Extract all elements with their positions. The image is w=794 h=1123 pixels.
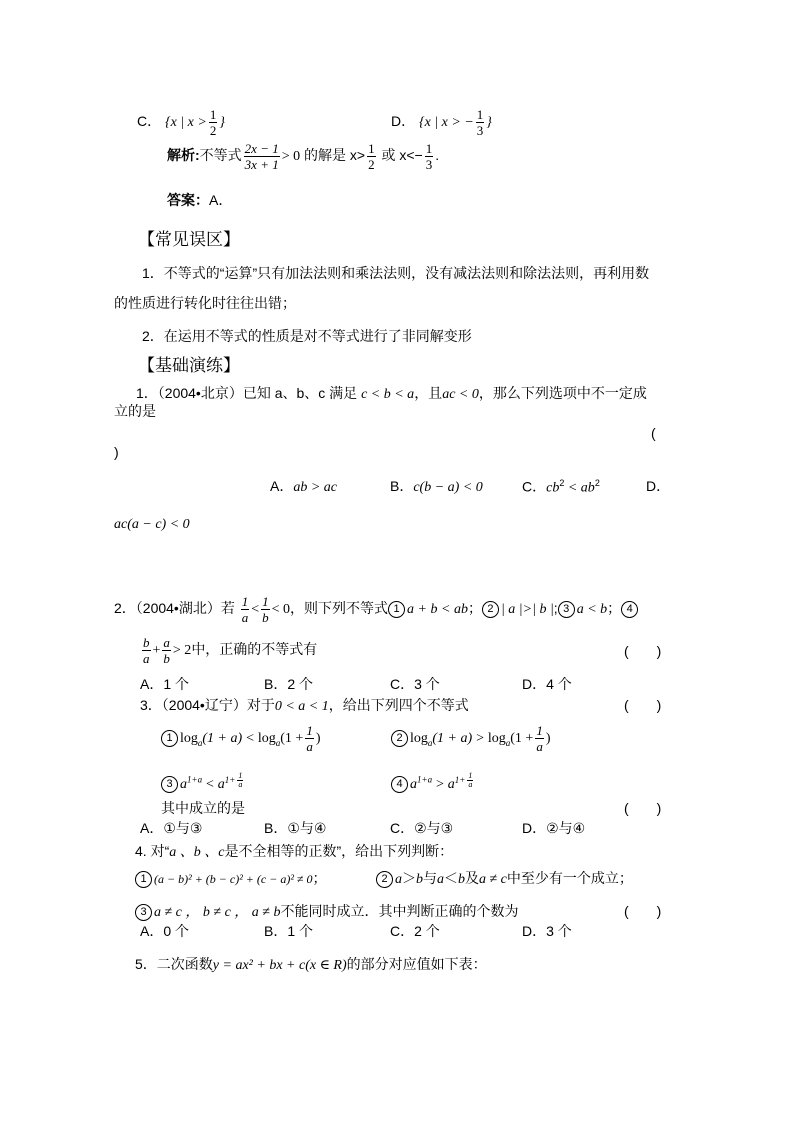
math-expression: {x | x > − bbox=[419, 115, 474, 131]
question-3-line-1 bbox=[140, 697, 469, 716]
math-expression: y = ax² + bx + c(x ∈ R) bbox=[212, 958, 347, 973]
math-expression: + bbox=[152, 643, 161, 659]
option-b: B．2 个 bbox=[264, 676, 314, 692]
period: . bbox=[435, 147, 440, 164]
math-expression: a ≠ c ， b ≠ c ， a ≠ b bbox=[154, 905, 281, 920]
math-expression: < bbox=[246, 731, 254, 747]
math-expression: ac < 0 bbox=[442, 387, 479, 402]
statement: | a |>| b | bbox=[500, 602, 554, 618]
option-a: A．①与③ bbox=[140, 820, 203, 836]
fraction: $\frac{1}{3}$ bbox=[476, 107, 484, 138]
math-expression: ) bbox=[545, 731, 551, 747]
question-text: ，且 bbox=[414, 385, 443, 401]
power-base: a bbox=[410, 777, 417, 793]
judgement-3 bbox=[135, 903, 518, 922]
answer-label: 答案： bbox=[167, 192, 209, 208]
question-text: 5．二次函数 bbox=[135, 956, 213, 972]
fraction: $\frac{1}{a}$ bbox=[306, 723, 313, 754]
answer-paren: ( ) bbox=[624, 697, 662, 713]
question-text: 不能同时成立．其中判断正确的个数为 bbox=[280, 903, 519, 919]
math-expression: {x | x > bbox=[165, 115, 207, 131]
option-b: B．1 个 bbox=[264, 923, 314, 939]
analysis-line bbox=[167, 141, 439, 172]
option-a: ab > ac bbox=[293, 480, 338, 495]
math-expression: ＜ bbox=[444, 870, 458, 886]
option-label: D． bbox=[391, 113, 416, 130]
error-item-1-line-1: 1．不等式的“运算”只有加法法则和乘法法则，没有减法法则和除法法则，再利用数 bbox=[142, 265, 650, 281]
option-d: D．②与④ bbox=[522, 820, 586, 836]
math-expression: (1 + a) bbox=[202, 731, 243, 747]
answer-line bbox=[167, 192, 232, 209]
question-text: 及 bbox=[465, 870, 479, 886]
option-a: A．1 个 bbox=[140, 676, 190, 692]
error-item-2: 2．在运用不等式的性质是对不等式进行了非同解变形 bbox=[142, 328, 472, 344]
question-1-options bbox=[270, 478, 337, 497]
circled-number: 4 bbox=[621, 601, 638, 618]
analysis-label: 解析: bbox=[167, 147, 200, 164]
math-expression: (1 + a) bbox=[432, 731, 473, 747]
answer-paren: ( ) bbox=[624, 800, 662, 816]
math-expression: a ≠ c bbox=[479, 872, 507, 887]
separator: ； bbox=[312, 870, 327, 886]
power-base: a bbox=[180, 777, 187, 793]
section-heading-basic-practice: 【基础演练】 bbox=[138, 356, 240, 375]
circled-number: 2 bbox=[482, 601, 499, 618]
math-expression: > bbox=[476, 731, 484, 747]
math-expression: a 、b 、c bbox=[169, 845, 225, 860]
circled-number: 3 bbox=[161, 776, 178, 793]
math-expression: < bbox=[205, 777, 214, 793]
math-expression: ) bbox=[315, 731, 321, 747]
math-expression: (a − b)² + (b − c)² + (c − a)² ≠ 0 bbox=[154, 872, 313, 886]
error-item-1-line-2: 的性质进行转化时往往出错； bbox=[114, 295, 296, 311]
separator: ; bbox=[553, 600, 558, 617]
inequality-1 bbox=[161, 723, 320, 754]
option-label: A． bbox=[270, 478, 294, 494]
fraction: $\frac{b}{a}$ bbox=[143, 635, 150, 666]
log: log bbox=[257, 731, 276, 747]
log: log bbox=[487, 731, 506, 747]
exponent: 2 bbox=[559, 478, 565, 488]
question-text: 4. 对“ bbox=[135, 843, 170, 859]
fraction: $\frac{1}{3}$ bbox=[425, 141, 433, 172]
inequality-4 bbox=[391, 772, 475, 794]
circled-number: 1 bbox=[135, 871, 152, 888]
circled-number: 4 bbox=[391, 776, 408, 793]
math-expression: (1 + bbox=[280, 731, 304, 747]
question-text: 中至少有一个成立； bbox=[506, 870, 633, 886]
question-1-line-2: 立的是 bbox=[114, 403, 156, 419]
judgement-1 bbox=[135, 870, 327, 888]
math-expression: 0 < a < 1 bbox=[274, 699, 329, 714]
option-b-wrap bbox=[390, 478, 483, 497]
option-c bbox=[137, 107, 225, 138]
math-expression: > bbox=[435, 777, 444, 793]
option-d: D．4 个 bbox=[522, 676, 572, 692]
question-text: ，则下列不等式 bbox=[290, 600, 389, 617]
math-expression: c < b < a bbox=[361, 387, 415, 402]
section-heading-common-errors: 【常见误区】 bbox=[138, 230, 240, 249]
log-base: a bbox=[197, 738, 203, 748]
circled-number: 1 bbox=[161, 730, 178, 747]
math-expression: ＞ bbox=[402, 870, 416, 886]
exponent: 1+a bbox=[187, 774, 203, 785]
question-text: ，那么下列选项中不一定成 bbox=[478, 385, 647, 401]
log-base: a bbox=[427, 738, 433, 748]
math-expression: > 2 bbox=[172, 643, 192, 659]
statement: a < b bbox=[576, 602, 608, 618]
circled-number: 2 bbox=[391, 730, 408, 747]
log: log bbox=[180, 731, 198, 747]
answer-paren: ( ) bbox=[624, 643, 662, 659]
fraction: $\frac{1}{2}$ bbox=[368, 141, 375, 172]
exponent: 2 bbox=[594, 478, 600, 488]
statement: a + b < ab bbox=[407, 602, 468, 618]
answer-value: A． bbox=[209, 192, 233, 208]
circled-number: 2 bbox=[376, 871, 393, 888]
option-d bbox=[391, 107, 492, 138]
math-expression: } bbox=[219, 115, 225, 131]
option-label: B． bbox=[390, 478, 414, 494]
math-expression: a bbox=[395, 872, 402, 887]
question-text: 中，正确的不等式有 bbox=[191, 641, 318, 658]
question-text: 1．（2004•北京）已知 a、b、c 满足 bbox=[136, 385, 358, 401]
exponent: 1+ 1 a bbox=[224, 771, 243, 789]
option-b: B．①与④ bbox=[264, 820, 327, 836]
inequality-3 bbox=[161, 772, 245, 794]
question-2-line-1 bbox=[114, 594, 640, 625]
analysis-text: 不等式 bbox=[199, 147, 242, 164]
power-base: a bbox=[217, 777, 225, 793]
math-expression: b bbox=[458, 872, 465, 887]
math-expression: < bbox=[251, 602, 260, 618]
question-text: 的部分对应值如下表： bbox=[346, 956, 487, 972]
option-c: cb bbox=[546, 480, 560, 496]
question-4-line-1 bbox=[135, 843, 453, 862]
question-2-line-2 bbox=[140, 635, 317, 666]
question-text: ，给出下列四个不等式 bbox=[328, 697, 469, 713]
exponent: 1+ 1 a bbox=[454, 771, 473, 789]
option-d: D．3 个 bbox=[522, 923, 572, 939]
circled-number: 1 bbox=[388, 601, 405, 618]
option-c-wrap bbox=[522, 478, 600, 497]
math-expression: } bbox=[486, 115, 492, 131]
answer-paren-close: ) bbox=[114, 444, 119, 460]
answer-paren: ( ) bbox=[624, 903, 662, 919]
option-d-label: D． bbox=[646, 478, 671, 494]
fraction: $\frac{1}{b}$ bbox=[262, 594, 269, 625]
option-label: C． bbox=[522, 478, 547, 495]
question-3-which: 其中成立的是 bbox=[161, 800, 245, 816]
math-expression: > 0 bbox=[281, 149, 301, 165]
question-text: 与 bbox=[423, 870, 437, 886]
analysis-text: 或 x<− bbox=[381, 147, 423, 164]
question-text: 2．（2004•湖北）若 bbox=[114, 600, 235, 617]
log-base: a bbox=[505, 738, 511, 748]
fraction: $\frac{2x - 1}{3x + 1}$ bbox=[244, 141, 279, 172]
answer-paren-open: ( bbox=[651, 425, 656, 441]
fraction: $\frac{1}{2}$ bbox=[209, 107, 217, 138]
power-base: a bbox=[447, 777, 455, 793]
math-expression: b bbox=[416, 872, 423, 887]
fraction: $\frac{1}{a}$ bbox=[241, 594, 249, 625]
inequality-2 bbox=[391, 723, 550, 754]
circled-number: 3 bbox=[558, 601, 575, 618]
log-base: a bbox=[275, 738, 281, 748]
option-c: < ab bbox=[564, 480, 595, 496]
math-expression: a bbox=[437, 872, 444, 887]
option-a: A．0 个 bbox=[140, 923, 190, 939]
separator: ； bbox=[467, 600, 482, 617]
math-expression: (1 + bbox=[510, 731, 534, 747]
question-text: 3．（2004•辽宁）对于 bbox=[140, 697, 275, 713]
math-expression: < 0 bbox=[271, 602, 291, 618]
circled-number: 3 bbox=[135, 904, 152, 921]
exponent: 1+a bbox=[417, 774, 433, 785]
judgement-2 bbox=[376, 870, 633, 889]
question-5 bbox=[135, 956, 487, 975]
option-c: C．②与③ bbox=[390, 820, 454, 836]
log: log bbox=[410, 731, 428, 747]
question-1-line-1 bbox=[136, 385, 647, 404]
option-c: C．3 个 bbox=[390, 676, 440, 692]
separator: ； bbox=[607, 600, 622, 617]
fraction: $\frac{1}{a}$ bbox=[536, 723, 543, 754]
option-d: ac(a − c) < 0 bbox=[114, 517, 190, 532]
analysis-text: 的解是 x> bbox=[304, 147, 366, 164]
option-c: C．2 个 bbox=[390, 923, 440, 939]
option-b: c(b − a) < 0 bbox=[413, 480, 483, 495]
question-text: 是不全相等的正数”，给出下列判断： bbox=[224, 843, 454, 859]
fraction: $\frac{a}{b}$ bbox=[163, 635, 170, 666]
option-label: C． bbox=[137, 113, 162, 130]
